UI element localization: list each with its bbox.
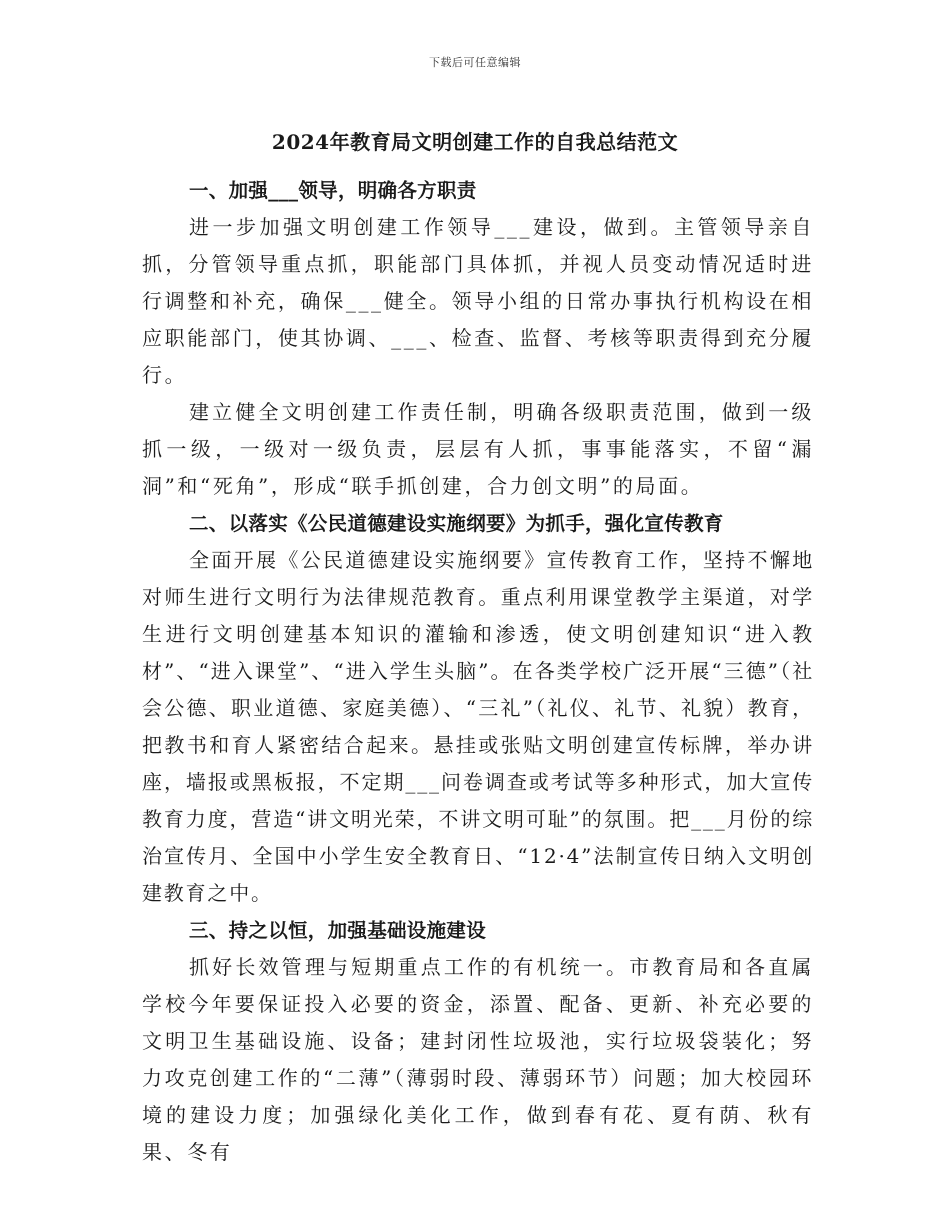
paragraph: 建立健全文明创建工作责任制，明确各级职责范围，做到一级抓一级，一级对一级负责，层层有人抓，事事能落实，不留“漏洞”和“死角”，形成“联手抓创建，合力创文明”的局面。 xyxy=(142,400,814,498)
header-note: 下载后可任意编辑 xyxy=(429,56,521,69)
section-heading: 一、加强___领导，明确各方职责 xyxy=(189,179,477,202)
document-body xyxy=(142,172,814,1171)
section-heading: 二、以落实《公民道德建设实施纲要》为抓手，强化宣传教育 xyxy=(189,512,724,535)
section-heading: 三、持之以恒，加强基础设施建设 xyxy=(189,919,487,942)
paragraph: 抓好长效管理与短期重点工作的有机统一。市教育局和各直属学校今年要保证投入必要的资金，添置、配备、更新、补充必要的文明卫生基础设施、设备；建封闭性垃圾池，实行垃圾袋装化；努力攻克创建工作的“二薄”（薄弱时段、薄弱环节）问题；加大校园环境的建设力度；加强绿化美化工作，做到春有花、夏有荫、秋有果、冬有 xyxy=(142,955,814,1164)
document-title: 2024年教育局文明创建工作的自我总结范文 xyxy=(271,130,679,154)
paragraph: 进一步加强文明创建工作领导___建设，做到。主管领导亲自抓，分管领导重点抓，职能部门具体抓，并视人员变动情况适时进行调整和补充，确保___健全。领导小组的日常办事执行机构设在相应职能部门，使其协调、___、检查、监督、考核等职责得到充分履行。 xyxy=(142,215,814,387)
paragraph: 全面开展《公民道德建设实施纲要》宣传教育工作，坚持不懈地对师生进行文明行为法律规范教育。重点利用课堂教学主渠道，对学生进行文明创建基本知识的灌输和渗透，使文明创建知识“进入教材”、“进入课堂”、“进入学生头脑”。在各类学校广泛开展“三德”（社会公德、职业道德、家庭美德）、“三礼”（礼仪、礼节、礼貌）教育，把教书和育人紧密结合起来。悬挂或张贴文明创建宣传标牌，举办讲座，墙报或黑板报，不定期___问卷调查或考试等多种形式，加大宣传教育力度，营造“讲文明光荣，不讲文明可耻”的氛围。把___月份的综治宣传月、全国中小学生安全教育日、“12·4”法制宣传日纳入文明创建教育之中。 xyxy=(142,548,814,905)
